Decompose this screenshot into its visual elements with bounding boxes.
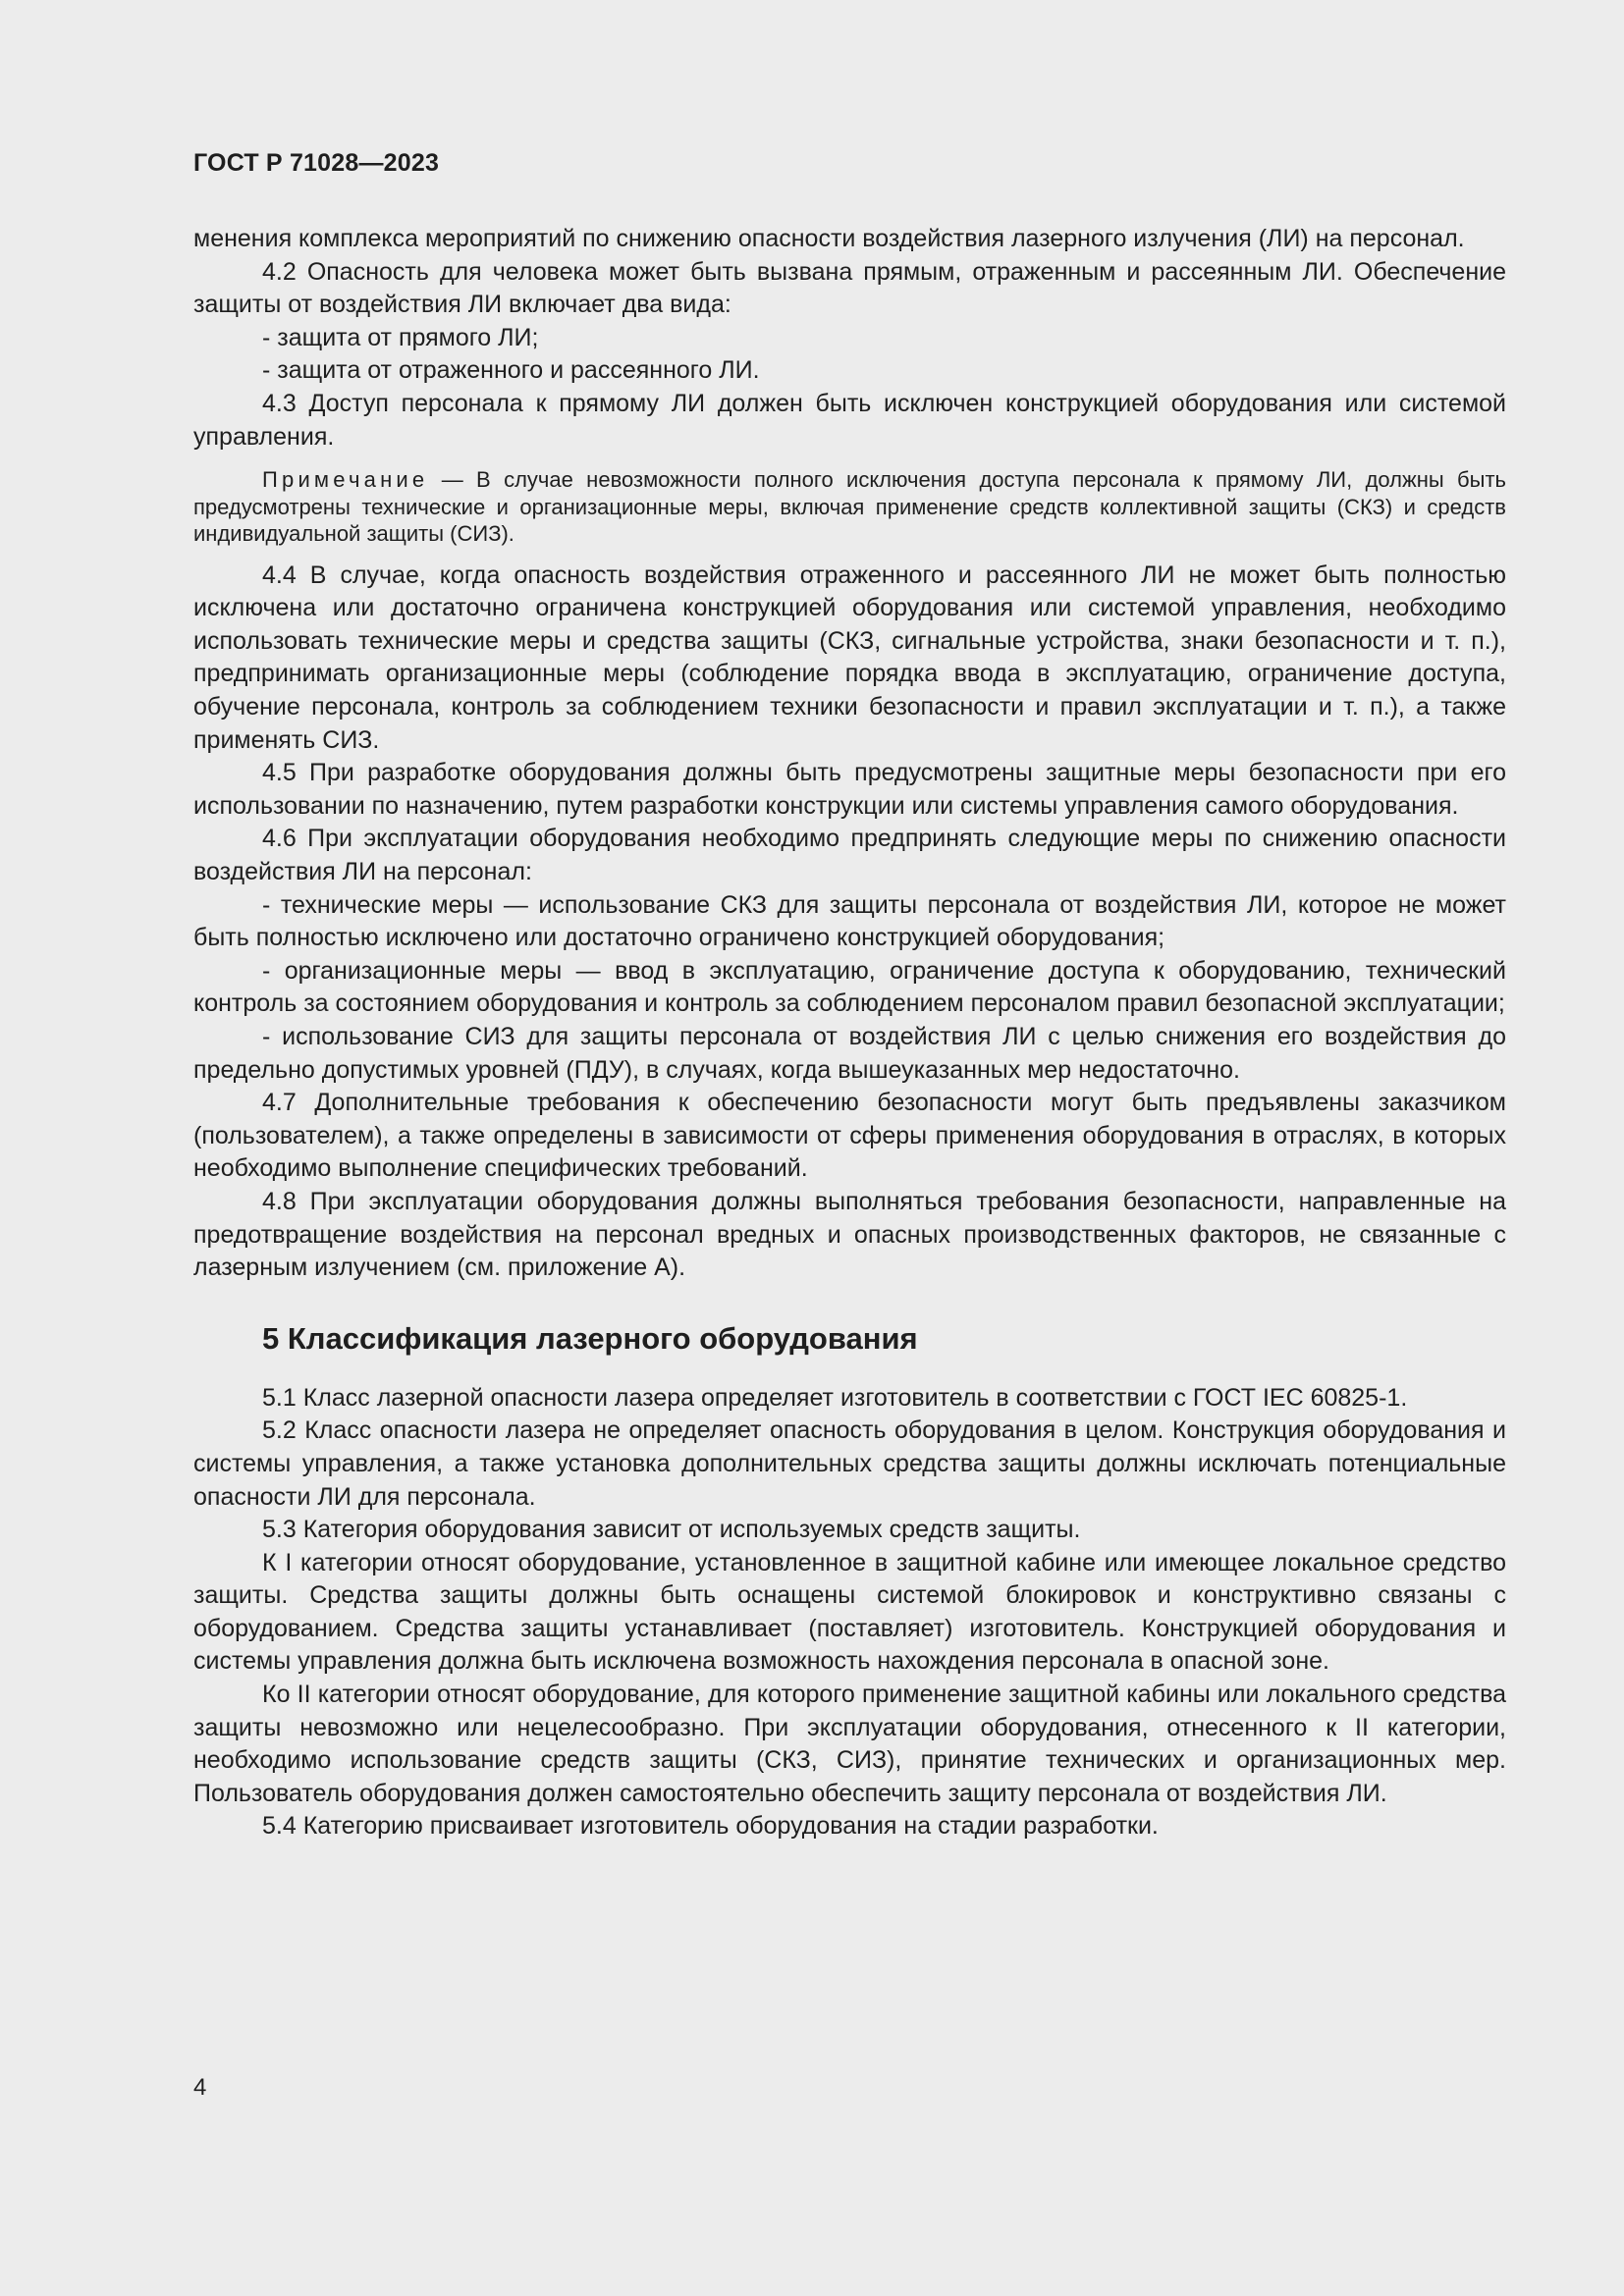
paragraph-4-7: 4.7 Дополнительные требования к обеспечению безопасности могут быть предъявлены заказчиком (пользователем), а также определены в зависимости от сферы применения оборудования в отраслях, в которых необходимо выполнение специфических требований. [193, 1089, 1506, 1183]
paragraph-category-1: К I категории относят оборудование, установленное в защитной кабине или имеющее локальное средство защиты. Средства защиты должны быть оснащены системой блокировок и конструктивно связаны с оборудованием. Средства защиты устанавливает (поставляет) изготовитель. Конструкцией оборудования и системы управления должна быть исключена возможность нахождения персонала в опасной зоне. [193, 1548, 1506, 1676]
list-item-reflected-protection: - защита от отраженного и рассеянного ЛИ. [262, 356, 760, 385]
document-header: ГОСТ Р 71028—2023 [193, 149, 440, 177]
note-block [193, 466, 1506, 548]
section-5-heading: 5 Классификация лазерного оборудования [262, 1320, 918, 1356]
note-label: Примечание [262, 467, 429, 493]
paragraph-4-1-continuation: менения комплекса мероприятий по снижению опасности воздействия лазерного излучения (ЛИ) на персонал. [193, 225, 1465, 252]
paragraph-5-4: 5.4 Категорию присваивает изготовитель оборудования на стадии разработки. [262, 1812, 1159, 1841]
paragraph-4-5: 4.5 При разработке оборудования должны быть предусмотрены защитные меры безопасности при его использовании по назначению, путем разработки конструкции или системы управления самого оборудования. [193, 759, 1506, 820]
list-item-direct-protection: - защита от прямого ЛИ; [262, 323, 539, 351]
list-item-technical-measures: - технические меры — использование СКЗ для защиты персонала от воздействия ЛИ, которое не может быть полностью исключено или достаточно ограничено конструкцией оборудования; [193, 890, 1506, 952]
document-body [193, 223, 1506, 1843]
paragraph-4-2: 4.2 Опасность для человека может быть вызвана прямым, отраженным и рассеянным ЛИ. Обеспечение защиты от воздействия ЛИ включает два вида: [193, 257, 1506, 319]
paragraph-4-6: 4.6 При эксплуатации оборудования необходимо предпринять следующие меры по снижению опасности воздействия ЛИ на персонал: [193, 825, 1506, 885]
paragraph-4-4: 4.4 В случае, когда опасность воздействия отраженного и рассеянного ЛИ не может быть полностью исключена или достаточно ограничена конструкцией оборудования или системой управления, необходимо использовать технические меры и средства защиты (СКЗ, сигнальные устройства, знаки безопасности и т. п.), предпринимать организационные меры (соблюдение порядка ввода в эксплуатацию, ограничение доступа, обучение персонала, контроль за соблюдением техники безопасности и правил эксплуатации и т. п.), а также применять СИЗ. [193, 561, 1506, 754]
paragraph-5-3: 5.3 Категория оборудования зависит от используемых средств защиты. [262, 1516, 1081, 1544]
paragraph-4-8: 4.8 При эксплуатации оборудования должны выполняться требования безопасности, направленные на предотвращение воздействия на персонал вредных и опасных производственных факторов, не связанные с лазерным излучением (см. приложение А). [193, 1187, 1506, 1282]
list-item-ppe-usage: - использование СИЗ для защиты персонала от воздействия ЛИ с целью снижения его воздействия до предельно допустимых уровней (ПДУ), в случаях, когда вышеуказанных мер недостаточно. [193, 1022, 1506, 1084]
note-text: — В случае невозможности полного исключения доступа персонала к прямому ЛИ, должны быть предусмотрены технические и организационные меры, включая применение средств коллективной защиты (СКЗ) и средств индивидуальной защиты (СИЗ). [193, 467, 1506, 547]
list-item-organizational-measures: - организационные меры — ввод в эксплуатацию, ограничение доступа к оборудованию, технический контроль за состоянием оборудования и контроль за соблюдением персоналом правил безопасной эксплуатации; [193, 956, 1506, 1018]
page-number: 4 [193, 2074, 207, 2101]
paragraph-category-2: Ко II категории относят оборудование, для которого применение защитной кабины или локального средства защиты невозможно или нецелесообразно. При эксплуатации оборудования, отнесенного к II категории, необходимо использование средств защиты (СКЗ, СИЗ), принятие технических и организационных мер. Пользователь оборудования должен самостоятельно обеспечить защиту персонала от воздействия ЛИ. [193, 1681, 1506, 1807]
paragraph-4-3: 4.3 Доступ персонала к прямому ЛИ должен быть исключен конструкцией оборудования или системой управления. [193, 389, 1506, 451]
paragraph-5-2: 5.2 Класс опасности лазера не определяет опасность оборудования в целом. Конструкция оборудования и системы управления, а также установка дополнительных средства защиты должны исключать потенциальные опасности ЛИ для персонала. [193, 1416, 1506, 1511]
paragraph-5-1: 5.1 Класс лазерной опасности лазера определяет изготовитель в соответствии с ГОСТ IEC 60825-1. [262, 1383, 1408, 1412]
